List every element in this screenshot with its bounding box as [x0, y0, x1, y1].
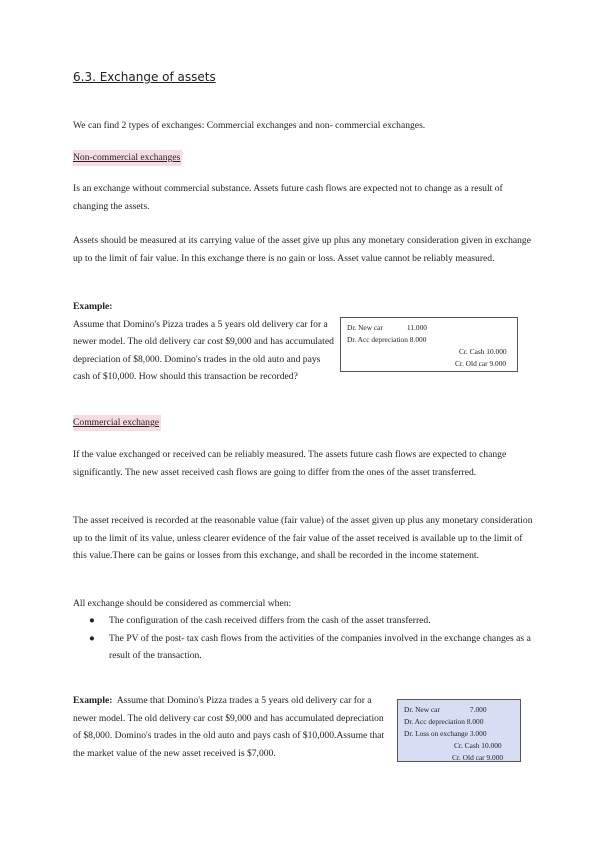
example-label: Example: — [73, 301, 113, 312]
example-text: Assume that Domino's Pizza trades a 5 years old delivery car for a newer model. The old delivery car cost $9,000 and has accumulated depreciation of $8,000. Domino's trades in the old auto and pays cash of $10,000.Assume that the market value of the new asset received is $7,000. — [73, 695, 385, 759]
journal-line: Dr. Loss on exchange 3.000 — [404, 729, 487, 738]
commercial-paragraph-2: The asset received is recorded at the reasonable value (fair value) of the asset given up plus any monetary consideration up to the limit of its value, unless clearer evidence of the fair value of the asset received is available up to the limit of this value.There can be gains or losses from this exchange, and shall be recorded in the income statement. — [73, 515, 533, 561]
journal-line: Cr. Old car 9.000 — [455, 359, 507, 368]
list-item-text: The PV of the post- tax cash flows from the activities of the companies involved in the exchange changes as a result of the transaction. — [109, 632, 531, 661]
commercial-paragraph-1: If the value exchanged or received can be reliably measured. The assets future cash flows are expected to change significantly. The new asset received cash flows are going to differ from the ones of the asset transferred. — [73, 449, 507, 478]
list-item — [73, 630, 533, 665]
non-commercial-example — [73, 298, 335, 386]
journal-line: Dr. Acc depreciation 8.000 — [347, 335, 427, 344]
journal-line: Dr. Acc depreciation 8.000 — [404, 717, 484, 726]
example-label: Example: — [73, 695, 113, 706]
list-item-text: The configuration of the cash received differs from the cash of the asset transferred. — [109, 615, 431, 626]
journal-entry-box-2 — [397, 699, 521, 762]
intro-paragraph: We can find 2 types of exchanges: Commercial exchanges and non- commercial exchanges. — [73, 120, 426, 131]
bullet-icon: ● — [89, 632, 95, 644]
commercial-conditions-list — [73, 612, 533, 665]
journal-line — [347, 322, 511, 334]
non-commercial-paragraph-1: Is an exchange without commercial substance. Assets future cash flows are expected not to change as a result of changing the assets. — [73, 183, 503, 212]
non-commercial-heading: Non-commercial exchanges — [73, 150, 182, 166]
commercial-example — [73, 692, 391, 762]
journal-line: Cr. Cash 10.000 — [459, 347, 507, 356]
example-text: Assume that Domino's Pizza trades a 5 years old delivery car for a newer model. The old delivery car cost $9,000 and has accumulated depreciation of $8,000. Domino's trades in the old auto and pays cash of $10,000. How should this transaction be recorded? — [73, 318, 334, 382]
journal-entry-box-1 — [340, 317, 518, 372]
journal-amount: 11.000 — [406, 323, 427, 332]
commercial-heading: Commercial exchange — [73, 415, 161, 431]
journal-account: Dr. New car — [404, 705, 440, 714]
journal-line — [404, 704, 514, 716]
commercial-paragraph-3: All exchange should be considered as commercial when: — [73, 598, 292, 609]
bullet-icon: ● — [89, 615, 95, 626]
list-item — [73, 612, 533, 630]
journal-account: Dr. New car — [347, 323, 383, 332]
journal-amount: 7.000 — [469, 705, 487, 714]
journal-line: Cr. Cash 10.000 — [454, 741, 502, 750]
section-title: 6.3. Exchange of assets — [73, 70, 216, 84]
journal-line: Cr. Old car 9.000 — [452, 753, 504, 762]
non-commercial-paragraph-2: Assets should be measured at its carrying value of the asset give up plus any monetary consideration given in exchange up to the limit of fair value. In this exchange there is no gain or loss. Asset value cannot be reliably measured. — [73, 235, 531, 264]
